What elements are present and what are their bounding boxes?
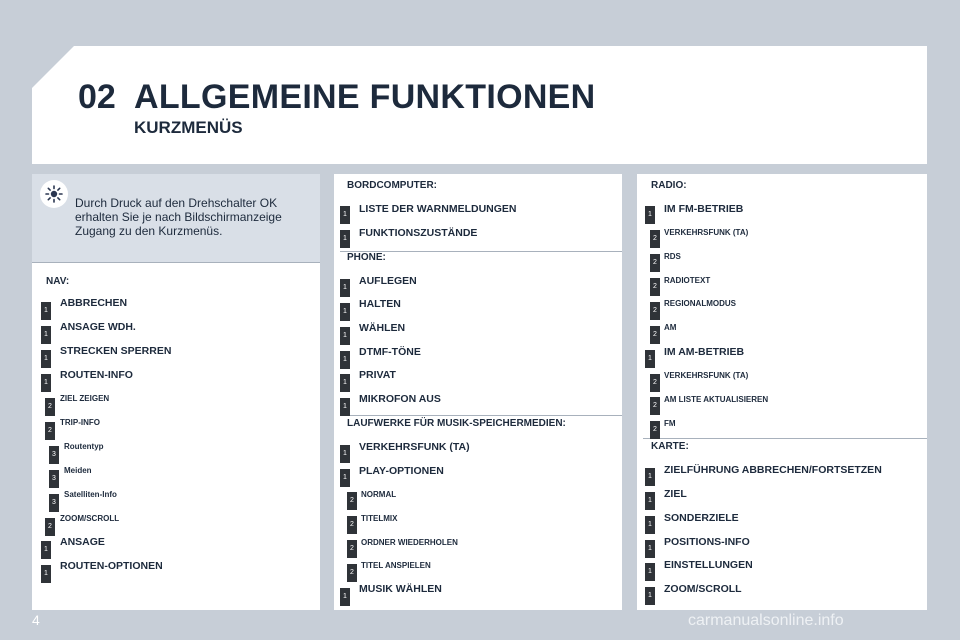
menu-item-auflegen: AUFLEGEN	[359, 275, 417, 287]
menu-item-routen-optionen: ROUTEN-OPTIONEN	[60, 560, 163, 572]
separator	[340, 415, 622, 416]
menu-item-einstellungen: EINSTELLUNGEN	[664, 559, 753, 571]
level-badge: 2	[45, 422, 55, 440]
menu-item-ziel: ZIEL	[664, 488, 687, 500]
level-badge: 2	[650, 397, 660, 415]
level-badge: 1	[41, 541, 51, 559]
level-badge: 2	[650, 278, 660, 296]
menu-item-play-optionen: PLAY-OPTIONEN	[359, 465, 444, 477]
level-badge: 1	[340, 327, 350, 345]
menu-item-liste-der-warnmeldungen: LISTE DER WARNMELDUNGEN	[359, 203, 517, 215]
level-badge: 1	[41, 565, 51, 583]
sun-icon	[40, 180, 68, 208]
menu-item-routen-info: ROUTEN-INFO	[60, 369, 133, 381]
level-badge: 2	[650, 374, 660, 392]
section-title-laufwerke: LAUFWERKE FÜR MUSIK-SPEICHERMEDIEN:	[347, 418, 566, 429]
level-badge: 1	[645, 350, 655, 368]
level-badge: 2	[347, 516, 357, 534]
menu-item-strecken-sperren: STRECKEN SPERREN	[60, 345, 172, 357]
level-badge: 2	[45, 518, 55, 536]
level-badge: 3	[49, 446, 59, 464]
menu-item-sonderziele: SONDERZIELE	[664, 512, 739, 524]
level-badge: 1	[41, 350, 51, 368]
menu-item-mikrofon-aus: MIKROFON AUS	[359, 393, 441, 405]
menu-item-abbrechen: ABBRECHEN	[60, 297, 128, 309]
menu-item-im-fm-betrieb: IM FM-BETRIEB	[664, 203, 744, 215]
level-badge: 1	[645, 587, 655, 605]
level-badge: 1	[340, 374, 350, 392]
menu-item-dtmf-toene: DTMF-TÖNE	[359, 346, 421, 358]
menu-item-routentyp: Routentyp	[64, 442, 104, 451]
menu-item-ansage-wdh: ANSAGE WDH.	[60, 321, 136, 333]
level-badge: 1	[41, 326, 51, 344]
section-title-bordcomputer: BORDCOMPUTER:	[347, 180, 437, 191]
menu-item-satelliten-info: Satelliten-Info	[64, 490, 117, 499]
separator	[32, 262, 320, 263]
menu-item-fm: FM	[664, 419, 676, 428]
level-badge: 1	[340, 206, 350, 224]
watermark: carmanualsonline.info	[688, 612, 844, 629]
level-badge: 1	[645, 206, 655, 224]
level-badge: 2	[45, 398, 55, 416]
level-badge: 1	[645, 516, 655, 534]
level-badge: 1	[645, 492, 655, 510]
level-badge: 1	[645, 540, 655, 558]
section-title-nav: NAV:	[46, 276, 70, 287]
level-badge: 1	[340, 445, 350, 463]
menu-item-positions-info: POSITIONS-INFO	[664, 536, 750, 548]
level-badge: 1	[340, 469, 350, 487]
level-badge: 1	[645, 468, 655, 486]
menu-item-musik-waehlen: MUSIK WÄHLEN	[359, 583, 442, 595]
page-subtitle: KURZMENÜS	[134, 118, 243, 137]
menu-item-fm-verkehrsfunk-ta: VERKEHRSFUNK (TA)	[664, 228, 749, 237]
menu-item-trip-info: TRIP-INFO	[60, 418, 100, 427]
menu-item-verkehrsfunk-ta: VERKEHRSFUNK (TA)	[359, 441, 470, 453]
info-text: Durch Druck auf den Drehschalter OK erhalten Sie je nach Bildschirmanzeige Zugang zu den Kurzmenüs.	[75, 196, 282, 238]
level-badge: 1	[41, 374, 51, 392]
level-badge: 2	[650, 326, 660, 344]
menu-item-zoom-scroll: ZOOM/SCROLL	[60, 514, 120, 523]
menu-item-karte-zoom-scroll: ZOOM/SCROLL	[664, 583, 742, 595]
menu-item-im-am-betrieb: IM AM-BETRIEB	[664, 346, 745, 358]
level-badge: 1	[340, 351, 350, 369]
menu-item-ziel-zeigen: ZIEL ZEIGEN	[60, 394, 110, 403]
level-badge: 1	[645, 563, 655, 581]
menu-item-radiotext: RADIOTEXT	[664, 276, 711, 285]
level-badge: 1	[340, 398, 350, 416]
section-title-radio: RADIO:	[651, 180, 687, 191]
level-badge: 1	[340, 588, 350, 606]
level-badge: 2	[650, 230, 660, 248]
menu-item-titel-anspielen: TITEL ANSPIELEN	[361, 561, 431, 570]
chapter-number: 02	[78, 78, 116, 116]
menu-item-regionalmodus: REGIONALMODUS	[664, 299, 736, 308]
level-badge: 2	[347, 492, 357, 510]
page-title: ALLGEMEINE FUNKTIONEN	[134, 78, 596, 116]
menu-item-halten: HALTEN	[359, 298, 401, 310]
page-number: 4	[32, 612, 40, 628]
level-badge: 2	[347, 564, 357, 582]
menu-item-zielfuehrung-abbrechen-fortsetzen: ZIELFÜHRUNG ABBRECHEN/FORTSETZEN	[664, 464, 882, 476]
level-badge: 2	[650, 254, 660, 272]
level-badge: 3	[49, 494, 59, 512]
level-badge: 1	[41, 302, 51, 320]
level-badge: 3	[49, 470, 59, 488]
menu-item-meiden: Meiden	[64, 466, 92, 475]
menu-item-funktionszustaende: FUNKTIONSZUSTÄNDE	[359, 227, 478, 239]
level-badge: 2	[650, 421, 660, 439]
menu-item-am: AM	[664, 323, 677, 332]
menu-item-am-verkehrsfunk-ta: VERKEHRSFUNK (TA)	[664, 371, 749, 380]
menu-item-normal: NORMAL	[361, 490, 397, 499]
level-badge: 1	[340, 279, 350, 297]
level-badge: 1	[340, 230, 350, 248]
section-title-karte: KARTE:	[651, 441, 689, 452]
menu-item-ansage: ANSAGE	[60, 536, 105, 548]
level-badge: 2	[347, 540, 357, 558]
menu-item-ordner-wiederholen: ORDNER WIEDERHOLEN	[361, 538, 458, 547]
menu-item-am-liste-aktualisieren: AM LISTE AKTUALISIEREN	[664, 395, 769, 404]
section-title-phone: PHONE:	[347, 252, 386, 263]
level-badge: 1	[340, 303, 350, 321]
menu-item-waehlen: WÄHLEN	[359, 322, 406, 334]
menu-item-privat: PRIVAT	[359, 369, 396, 381]
menu-item-rds: RDS	[664, 252, 681, 261]
menu-item-titelmix: TITELMIX	[361, 514, 398, 523]
separator	[643, 438, 927, 439]
level-badge: 2	[650, 302, 660, 320]
